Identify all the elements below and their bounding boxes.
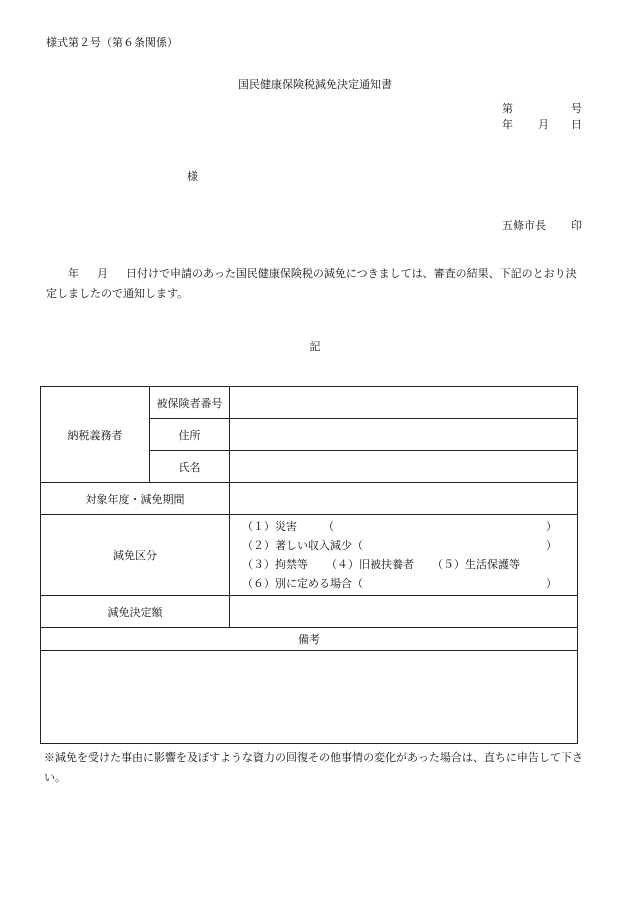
date-month: 月 xyxy=(538,118,549,131)
issuer-name: 五條市長 xyxy=(502,219,546,232)
decision-table xyxy=(40,386,578,744)
remarks-label: 備考 xyxy=(41,628,578,651)
date-day: 日 xyxy=(571,118,582,131)
ki-heading: 記 xyxy=(309,340,321,353)
address-label: 住所 xyxy=(150,419,230,451)
category-options xyxy=(230,515,578,596)
recipient-honorific: 様 xyxy=(187,170,198,183)
body-month: 月 xyxy=(97,267,108,280)
insured-number-label: 被保険者番号 xyxy=(150,387,230,419)
amount-value xyxy=(230,596,578,628)
remarks-value xyxy=(41,651,578,744)
document-title: 国民健康保険税減免決定通知書 xyxy=(238,78,392,91)
address-value xyxy=(230,419,578,451)
doc-number-suffix: 号 xyxy=(571,102,582,115)
seal-mark: 印 xyxy=(571,219,582,232)
option-detention: （３）拘禁等 （４）旧被扶養者 （５）生活保護等 xyxy=(242,558,520,571)
notice-paragraph xyxy=(46,264,586,304)
name-value xyxy=(230,451,578,483)
doc-number-label: 第 xyxy=(502,102,513,115)
category-label: 減免区分 xyxy=(41,515,230,596)
insured-number-value xyxy=(230,387,578,419)
date-year: 年 xyxy=(502,118,513,131)
form-number: 様式第２号（第６条関係） xyxy=(46,36,178,49)
body-text: 日付けで申請のあった国民健康保険税の減免につきましては、審査の結果、下記のとおり決定しましたので通知します。 xyxy=(46,267,577,300)
period-label: 対象年度・減免期間 xyxy=(41,483,230,515)
taxpayer-label: 納税義務者 xyxy=(41,387,150,483)
amount-label: 減免決定額 xyxy=(41,596,230,628)
footer-note: ※減免を受けた事由に影響を及ぼすような資力の回復その他事情の変化があった場合は、直ちに申告して下さい。 xyxy=(44,751,583,784)
body-year: 年 xyxy=(68,267,79,280)
option-disaster: （１）災害 （ ） xyxy=(242,520,557,533)
option-income-drop: （２）著しい収入減少（ ） xyxy=(242,539,557,552)
period-value xyxy=(230,483,578,515)
option-other: （６）別に定める場合（ ） xyxy=(242,577,557,590)
name-label: 氏名 xyxy=(150,451,230,483)
